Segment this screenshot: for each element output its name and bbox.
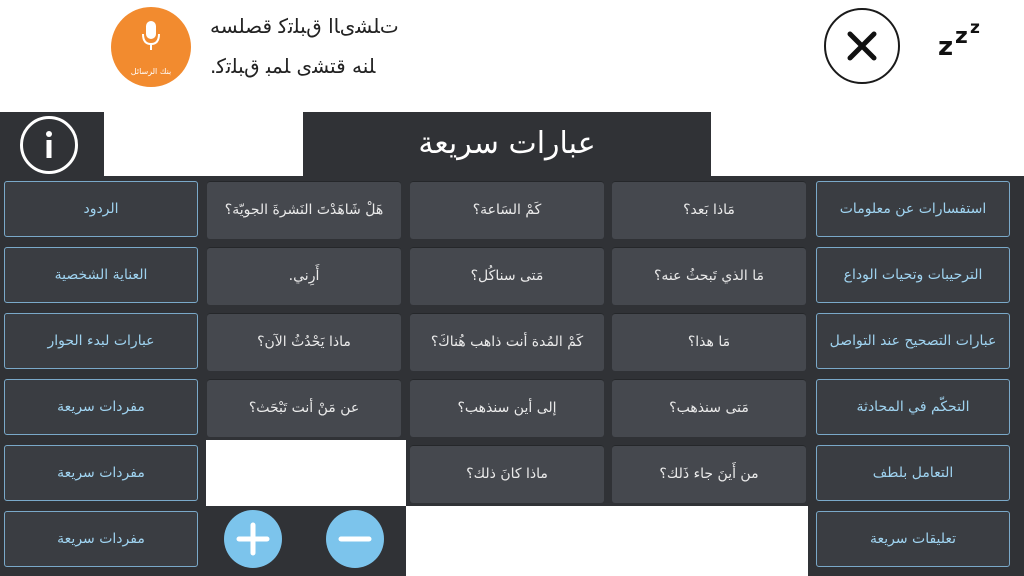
category-quick-comments[interactable]: تعليقات سريعة [816,511,1010,567]
phrase-button[interactable]: كَمْ السَاعة؟ [410,181,604,239]
message-text-line-1: ﺕﻠﺸﻯﺎﺍ ﻕﺒﻠﺗﻛ ﻗﺼﻠﺴﻪ [210,14,399,38]
remove-phrase-button[interactable] [326,510,384,568]
empty-slot [406,506,808,576]
title-panel [303,112,711,176]
phrase-button[interactable]: أَرِني. [207,247,401,305]
message-bank-button[interactable] [111,7,191,87]
info-icon [23,119,75,171]
phrase-button[interactable]: مَاذا بَعد؟ [612,181,806,239]
phrase-button[interactable]: ماذا يَحْدُثُ الآن؟ [207,313,401,371]
close-icon [826,10,898,82]
phrase-button[interactable]: مَتى سناكُل؟ [410,247,604,305]
category-politeness[interactable]: التعامل بلطف [816,445,1010,501]
info-button[interactable] [20,116,78,174]
close-button[interactable] [824,8,900,84]
phrase-button[interactable]: إلى أين سنذهب؟ [410,379,604,437]
page-title: عبارات سريعة [418,126,596,161]
microphone-icon [142,21,160,51]
phrase-button[interactable]: ماذا كانَ ذلك؟ [410,445,604,503]
phrase-button[interactable]: مَا هذا؟ [612,313,806,371]
category-correction-phrases[interactable]: عبارات التصحيح عند التواصل [816,313,1010,369]
category-quick-vocabulary[interactable]: مفردات سريعة [4,511,198,567]
phrase-button[interactable]: عن مَنْ أنت تَبْحَث؟ [207,379,401,437]
phrase-button[interactable]: مَا الذي تَبحثُ عنه؟ [612,247,806,305]
category-information-inquiries[interactable]: استفسارات عن معلومات [816,181,1010,237]
info-panel [0,112,104,176]
message-text-line-2: ﻠﻨﻪ ﻗﺘﺸﻯ ﻠﻤﺒ ﻕﺒﻠﺗﻛ. [210,54,376,78]
empty-slot [206,440,406,506]
phrase-button[interactable]: من أَينَ جاء ذَلك؟ [612,445,806,503]
category-greetings-farewells[interactable]: الترحيبات وتحيات الوداع [816,247,1010,303]
add-phrase-button[interactable] [224,510,282,568]
minus-icon [326,510,384,568]
phrase-button[interactable]: مَتى سنذهب؟ [612,379,806,437]
category-quick-vocabulary[interactable]: مفردات سريعة [4,379,198,435]
category-personal-care[interactable]: العناية الشخصية [4,247,198,303]
phrase-button[interactable]: كَمْ المُدة أنت ذاهب هُناكَ؟ [410,313,604,371]
category-responses[interactable]: الردود [4,181,198,237]
message-bank-label: بنك الرسائل [130,67,172,76]
category-conversation-starters[interactable]: عبارات لبدء الحوار [4,313,198,369]
phrase-button[interactable]: هَلْ شَاهَدْتَ النَشرةَ الجويّة؟ [207,181,401,239]
plus-icon [224,510,282,568]
category-conversation-control[interactable]: التحكّم في المحادثة [816,379,1010,435]
category-quick-vocabulary[interactable]: مفردات سريعة [4,445,198,501]
